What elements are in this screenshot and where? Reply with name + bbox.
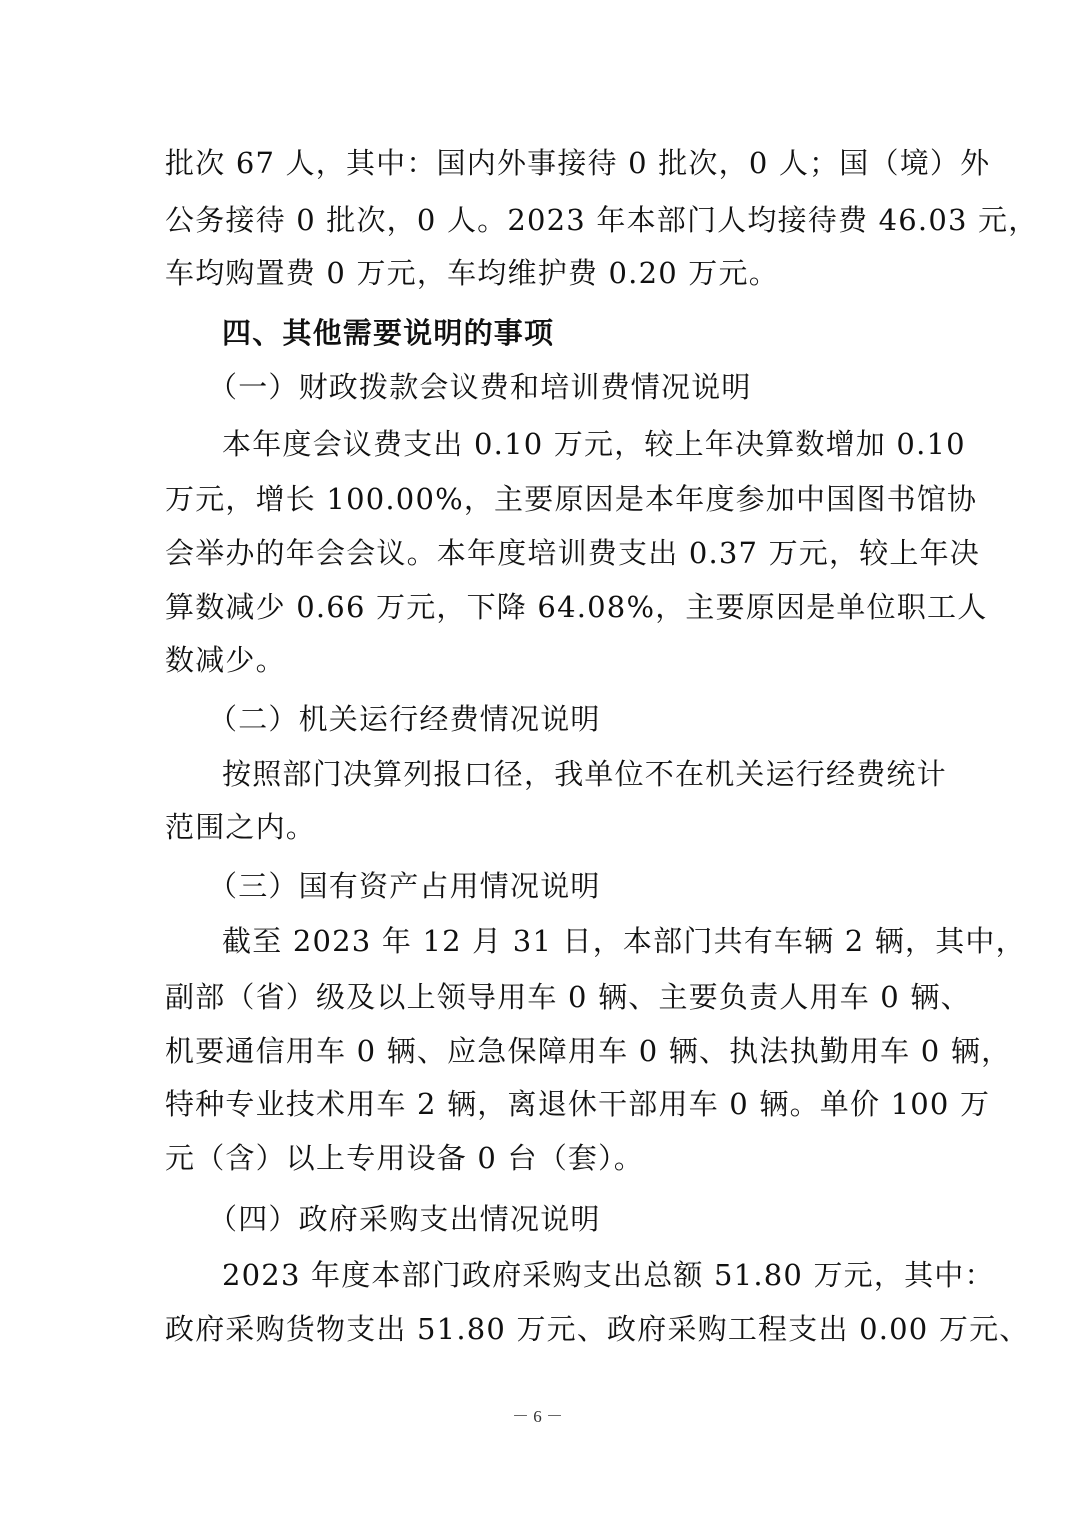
- paragraph-line: 2023 年度本部门政府采购支出总额 51.80 万元，其中：: [222, 1258, 995, 1292]
- subsection-heading: （四）政府采购支出情况说明: [208, 1202, 601, 1236]
- subsection-heading: （一）财政拨款会议费和培训费情况说明: [208, 370, 752, 404]
- paragraph-line: 本年度会议费支出 0.10 万元，较上年决算数增加 0.10: [222, 427, 966, 461]
- paragraph-line: 机要通信用车 0 辆、应急保障用车 0 辆、执法执勤用车 0 辆，: [165, 1034, 1012, 1068]
- page-number: － 6 －: [512, 1407, 563, 1426]
- paragraph-line: 范围之内。: [165, 810, 317, 844]
- paragraph-line: 公务接待 0 批次，0 人。2023 年本部门人均接待费 46.03 元，: [165, 203, 1039, 237]
- paragraph-line: 按照部门决算列报口径，我单位不在机关运行经费统计: [222, 757, 947, 791]
- paragraph-line: 万元，增长 100.00%，主要原因是本年度参加中国图书馆协: [165, 482, 978, 516]
- subsection-heading: （二）机关运行经费情况说明: [208, 702, 601, 736]
- paragraph-line: 车均购置费 0 万元，车均维护费 0.20 万元。: [165, 256, 779, 290]
- paragraph-line: 副部（省）级及以上领导用车 0 辆、主要负责人用车 0 辆、: [165, 980, 971, 1014]
- paragraph-line: 数减少。: [165, 643, 286, 677]
- paragraph-line: 算数减少 0.66 万元，下降 64.08%，主要原因是单位职工人: [165, 590, 988, 624]
- paragraph-line: 会举办的年会会议。本年度培训费支出 0.37 万元，较上年决: [165, 536, 981, 570]
- section-heading: 四、其他需要说明的事项: [222, 316, 555, 350]
- subsection-heading: （三）国有资产占用情况说明: [208, 869, 601, 903]
- paragraph-line: 批次 67 人，其中：国内外事接待 0 批次，0 人；国（境）外: [165, 146, 991, 180]
- paragraph-line: 元（含）以上专用设备 0 台（套）。: [165, 1141, 644, 1175]
- paragraph-line: 截至 2023 年 12 月 31 日，本部门共有车辆 2 辆，其中，: [222, 924, 1026, 958]
- paragraph-line: 特种专业技术用车 2 辆，离退休干部用车 0 辆。单价 100 万: [165, 1087, 991, 1121]
- paragraph-line: 政府采购货物支出 51.80 万元、政府采购工程支出 0.00 万元、: [165, 1312, 1030, 1346]
